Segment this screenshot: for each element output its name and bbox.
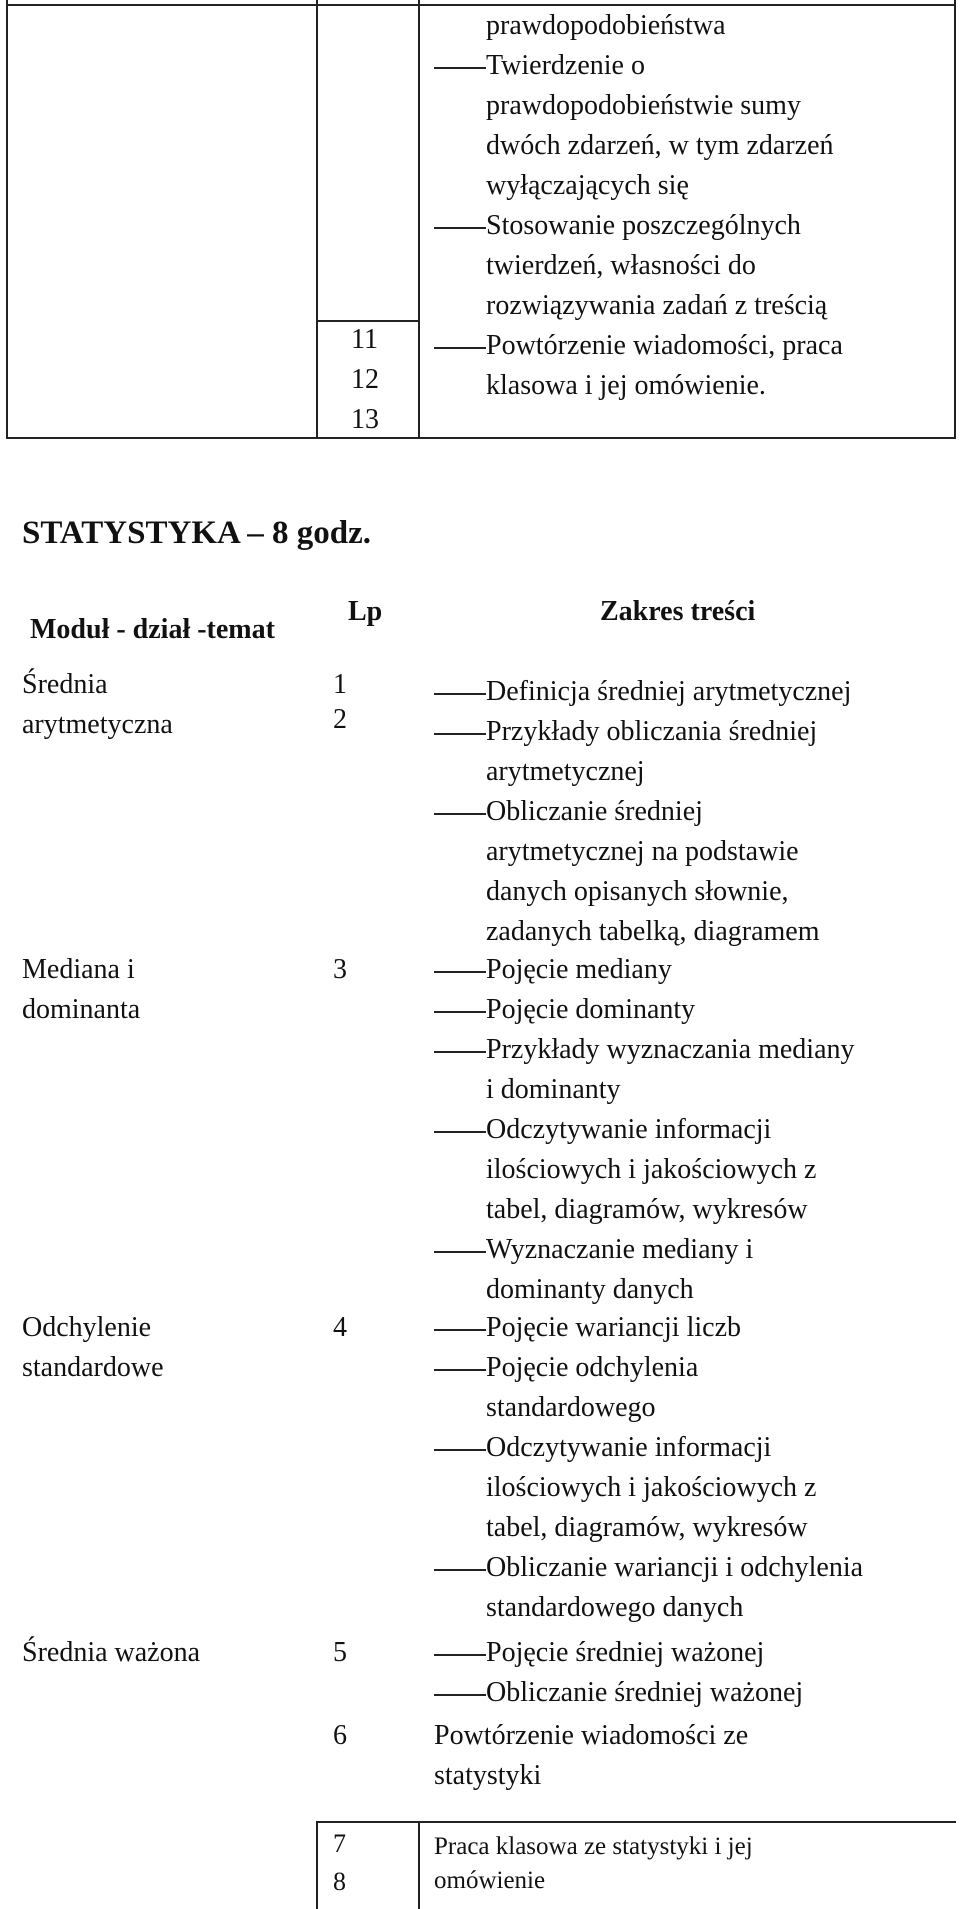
dash-bullet-icon: [434, 1654, 486, 1656]
dash-bullet-icon: [434, 1569, 486, 1571]
content-text: klasowa i jej omówienie.: [486, 370, 766, 401]
content-text: ilościowych i jakościowych z: [486, 1154, 817, 1185]
content-line: [0, 326, 960, 366]
test-line2: omówienie: [434, 1867, 546, 1894]
content-text: Definicja średniej arytmetycznej: [486, 676, 852, 707]
content-text: danych opisanych słownie,: [486, 876, 789, 907]
content-line: [0, 166, 960, 206]
content-line: [0, 1508, 960, 1548]
content-line: [0, 1548, 960, 1588]
content-odchylenie: [0, 1308, 960, 1628]
content-line: [0, 752, 960, 792]
lp-7: 7: [333, 1829, 346, 1858]
content-line: [0, 832, 960, 872]
content-text: arytmetycznej na podstawie: [486, 836, 799, 867]
content-text: arytmetycznej: [486, 756, 645, 787]
content-text: Twierdzenie o: [486, 50, 645, 81]
content-line: [0, 1633, 960, 1673]
content-text: Obliczanie wariancji i odchylenia: [486, 1552, 864, 1583]
content-line: [0, 1270, 960, 1310]
content-text: tabel, diagramów, wykresów: [486, 1512, 808, 1543]
content-text: standardowego danych: [486, 1592, 744, 1623]
content-text: Przykłady wyznaczania mediany: [486, 1034, 855, 1065]
content-line: [0, 46, 960, 86]
content-mediana: [0, 950, 960, 1310]
content-line: [0, 1468, 960, 1508]
header-module: Moduł - dział -temat: [30, 614, 275, 645]
content-line: [0, 1030, 960, 1070]
content-line: [0, 1230, 960, 1270]
content-text: Pojęcie dominanty: [486, 994, 696, 1025]
dash-bullet-icon: [434, 1011, 486, 1013]
lp-8: 8: [333, 1867, 346, 1896]
dash-bullet-icon: [434, 1131, 486, 1133]
content-text: Pojęcie odchylenia: [486, 1352, 699, 1383]
content-text: prawdopodobieństwie sumy: [486, 90, 801, 121]
module-mediana-line2: dominanta: [22, 994, 141, 1025]
content-line: [0, 1190, 960, 1230]
content-text: Obliczanie średniej: [486, 796, 703, 827]
content-text: Powtórzenie wiadomości, praca: [486, 330, 843, 361]
module-srednia-line2: arytmetyczna: [22, 709, 173, 740]
content-line: [0, 1348, 960, 1388]
lp-6: 6: [333, 1720, 347, 1751]
content-line: [0, 950, 960, 990]
content-line: [0, 990, 960, 1030]
content-text: tabel, diagramów, wykresów: [486, 1194, 808, 1225]
content-srednia-wazona: [0, 1633, 960, 1713]
content-text: Pojęcie wariancji liczb: [486, 1312, 741, 1343]
content-text: Odczytywanie informacji: [486, 1432, 772, 1463]
top-lp-11: 11: [351, 324, 378, 355]
lp-2: 2: [333, 704, 347, 735]
content-line: [0, 86, 960, 126]
content-line: [0, 712, 960, 752]
dash-bullet-icon: [434, 1694, 486, 1696]
content-text: dominanty danych: [486, 1274, 694, 1305]
content-text: wyłączających się: [486, 170, 689, 201]
dash-bullet-icon: [434, 733, 486, 735]
dash-bullet-icon: [434, 1369, 486, 1371]
section-title: STATYSTYKA – 8 godz.: [22, 515, 372, 551]
dash-bullet-icon: [434, 971, 486, 973]
module-odchylenie-line1: Odchylenie: [22, 1312, 152, 1343]
top-content: [0, 6, 960, 406]
content-line: [0, 1308, 960, 1348]
dash-bullet-icon: [434, 227, 486, 229]
content-text: dwóch zdarzeń, w tym zdarzeń: [486, 130, 834, 161]
content-text: ilościowych i jakościowych z: [486, 1472, 817, 1503]
content-text: rozwiązywania zadań z treścią: [486, 290, 828, 321]
content-line: [0, 6, 960, 46]
content-srednia: [0, 672, 960, 952]
content-line: [0, 1110, 960, 1150]
lp-5: 5: [333, 1637, 347, 1668]
top-lp-13: 13: [351, 404, 379, 435]
dash-bullet-icon: [434, 1329, 486, 1331]
content-line: [0, 872, 960, 912]
content-text: standardowego: [486, 1392, 656, 1423]
module-odchylenie-line2: standardowe: [22, 1352, 164, 1383]
content-line: [0, 366, 960, 406]
dash-bullet-icon: [434, 67, 486, 69]
content-text: Wyznaczanie mediany i: [486, 1234, 754, 1265]
header-lp: Lp: [348, 596, 383, 627]
dash-bullet-icon: [434, 1251, 486, 1253]
content-line: [0, 1428, 960, 1468]
content-line: [0, 1150, 960, 1190]
module-mediana-line1: Mediana i: [22, 954, 135, 985]
dash-bullet-icon: [434, 1449, 486, 1451]
top-lp-12: 12: [351, 364, 379, 395]
content-line: [0, 672, 960, 712]
content-line: [0, 286, 960, 326]
content-line: [0, 246, 960, 286]
content-text: Pojęcie mediany: [486, 954, 672, 985]
content-text: zadanych tabelką, diagramem: [486, 916, 820, 947]
content-text: Pojęcie średniej ważonej: [486, 1637, 765, 1668]
content-line: [0, 1588, 960, 1628]
lp-4: 4: [333, 1312, 347, 1343]
header-content: Zakres treści: [600, 596, 756, 627]
review-line1: Powtórzenie wiadomości ze: [434, 1720, 749, 1751]
dash-bullet-icon: [434, 693, 486, 695]
content-line: [0, 912, 960, 952]
content-line: [0, 206, 960, 246]
lp-3: 3: [333, 954, 347, 985]
module-srednia-line1: Średnia: [22, 669, 108, 700]
dash-bullet-icon: [434, 813, 486, 815]
content-line: [0, 126, 960, 166]
content-text: Odczytywanie informacji: [486, 1114, 772, 1145]
content-text: Stosowanie poszczególnych: [486, 210, 801, 241]
module-srednia-wazona: Średnia ważona: [22, 1637, 201, 1668]
dash-bullet-icon: [434, 1051, 486, 1053]
content-line: [0, 792, 960, 832]
content-line: [0, 1388, 960, 1428]
review-line2: statystyki: [434, 1760, 542, 1791]
content-line: [0, 1673, 960, 1713]
content-line: [0, 1070, 960, 1110]
content-text: twierdzeń, własności do: [486, 250, 756, 281]
content-text: prawdopodobieństwa: [486, 10, 726, 41]
content-text: i dominanty: [486, 1074, 621, 1105]
test-line1: Praca klasowa ze statystyki i jej: [434, 1833, 753, 1860]
dash-bullet-icon: [434, 347, 486, 349]
content-text: Przykłady obliczania średniej: [486, 716, 818, 747]
lp-1: 1: [333, 669, 347, 700]
content-text: Obliczanie średniej ważonej: [486, 1677, 804, 1708]
